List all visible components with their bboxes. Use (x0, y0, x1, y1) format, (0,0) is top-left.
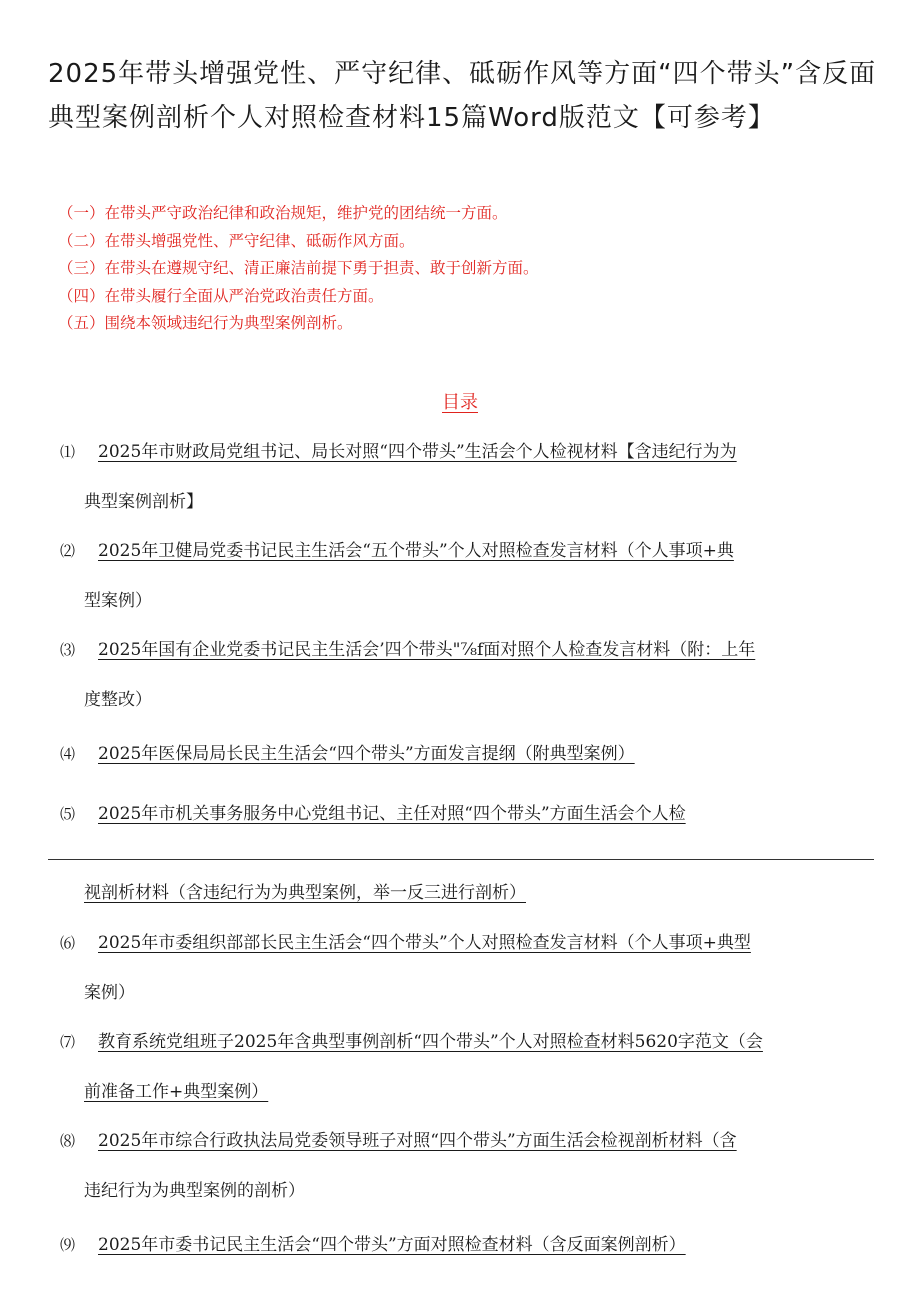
focus-item: （四）在带头履行全面从严治党政治责任方面。 (58, 286, 384, 305)
toc-link[interactable]: 2025年市委书记民主生活会“四个带头”方面对照检查材料（含反面案例剖析） (98, 1235, 686, 1255)
focus-item: （一）在带头严守政治纪律和政治规矩，维护党的团结统一方面。 (58, 204, 508, 222)
toc-number: ⑷ (60, 745, 76, 763)
focus-item: （二）在带头增强党性、严守纪律、砥砺作风方面。 (58, 231, 415, 250)
toc-number: ⑼ (60, 1236, 76, 1254)
toc-link[interactable]: 2025年市综合行政执法局党委领导班子对照“四个带头”方面生活会检视剖析材料（含 (98, 1131, 737, 1151)
focus-item: （五）围绕本领域违纪行为典型案例剖析。 (58, 314, 353, 332)
toc-link[interactable]: 2025年市委组织部部长民主生活会“四个带头”个人对照检查发言材料（个人事项+典型 (98, 933, 751, 953)
toc-link-continuation[interactable]: 型案例） (84, 591, 152, 611)
toc-number: ⑺ (60, 1033, 76, 1051)
toc-link[interactable]: 教育系统党组班子2025年含典型事例剖析“四个带头”个人对照检查材料5620字范文（会 (98, 1032, 763, 1052)
toc-entry-6 (60, 931, 875, 1005)
toc-link-continuation[interactable]: 案例） (84, 983, 135, 1003)
toc-entry-8 (60, 1129, 875, 1203)
toc-number: ⑸ (60, 805, 76, 823)
toc-number: ⑶ (60, 641, 76, 659)
toc-entry-3 (60, 638, 875, 712)
toc-number: ⑵ (60, 542, 76, 560)
toc-entry-4 (60, 742, 875, 792)
toc-entry-1 (60, 440, 875, 514)
toc-link-continuation[interactable]: 度整改） (84, 690, 152, 710)
toc-link[interactable]: 2025年卫健局党委书记民主生活会“五个带头”个人对照检查发言材料（个人事项+典 (98, 541, 734, 561)
toc-entry-2 (60, 539, 875, 613)
toc-number: ⑻ (60, 1132, 76, 1150)
toc-link[interactable]: 2025年医保局局长民主生活会“四个带头”方面发言提纲（附典型案例） (98, 744, 635, 764)
toc-entry-7 (60, 1030, 875, 1104)
toc-link[interactable]: 2025年市财政局党组书记、局长对照“四个带头”生活会个人检视材料【含违纪行为为 (98, 442, 737, 462)
toc-entry-5-continuation (60, 881, 875, 905)
toc-heading[interactable]: 目录 (442, 392, 478, 413)
page-break-divider (48, 859, 874, 860)
toc-link-continuation[interactable]: 前准备工作+典型案例） (84, 1082, 269, 1102)
toc-link-continuation[interactable]: 视剖析材料（含违纪行为为典型案例，举一反三进行剖析） (84, 883, 526, 903)
toc-entry-5 (60, 802, 875, 852)
toc-number: ⑴ (60, 443, 76, 461)
toc-link[interactable]: 2025年国有企业党委书记民主生活会’四个带头"⅞f面对照个人检查发言材料（附：上年 (98, 640, 756, 660)
document-title: 2025年带头增强党性、严守纪律、砥砺作风等方面“四个带头”含反面典型案例剖析个人对照检查材料15篇Word版范文【可参考】 (48, 59, 877, 133)
focus-item: （三）在带头在遵规守纪、清正廉洁前提下勇于担责、敢于创新方面。 (58, 259, 539, 277)
toc-link-continuation[interactable]: 典型案例剖析】 (84, 492, 203, 512)
toc-link[interactable]: 2025年市机关事务服务中心党组书记、主任对照“四个带头”方面生活会个人检 (98, 804, 686, 824)
toc-link-continuation[interactable]: 违纪行为为典型案例的剖析） (84, 1181, 305, 1201)
toc-entry-9 (60, 1233, 875, 1283)
toc-number: ⑹ (60, 934, 76, 952)
focus-list (58, 200, 878, 338)
